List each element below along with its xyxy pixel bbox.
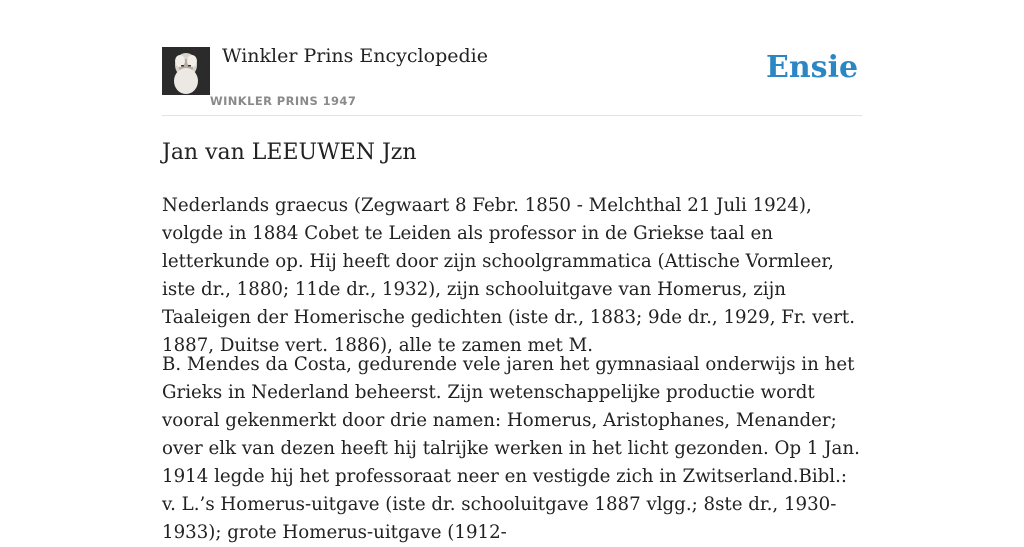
article-paragraph-2: B. Mendes da Costa, gedurende vele jaren het gymnasiaal onderwijs in het Grieks in Nederland beheerst. Zijn wetenschappelijke productie wordt vooral gekenmerkt door drie namen: Homerus, Aristophanes, Menander; over elk van dezen heeft hij talrijke werken in het licht gezonden. Op 1 Jan. 1914 legde hij het professoraat neer en vestigde zich in Zwitserland.Bibl.: v. L.’s Homerus-uitgave (iste dr. schooluitgave 1887 vlgg.; 8ste dr., 1930-1933); grote Homerus-uitgave (1912- [162, 354, 860, 543]
edition-label: WINKLER PRINS 1947 [210, 94, 357, 108]
article-paragraph-1: Nederlands graecus (Zegwaart 8 Febr. 1850 - Melchthal 21 Juli 1924), volgde in 1884 Cobet te Leiden als professor in de Griekse taal en letterkunde op. Hij heeft door zijn schoolgrammatica (Attische Vormleer, iste dr., 1880; 11de dr., 1932), zijn schooluitgave van Homerus, zijn Taaleigen der Homerische gedichten (iste dr., 1883; 9de dr., 1929, Fr. vert. 1887, Duitse vert. 1886), alle te zamen met M. [162, 195, 855, 356]
avatar[interactable] [162, 47, 210, 95]
author-portrait-icon [162, 47, 210, 95]
site-title-link[interactable]: Winkler Prins Encyclopedie [222, 45, 488, 67]
ensie-logo-link[interactable]: Ensie [766, 50, 859, 85]
article-title: Jan van LEEUWEN Jzn [162, 140, 417, 165]
header-divider [162, 115, 862, 116]
